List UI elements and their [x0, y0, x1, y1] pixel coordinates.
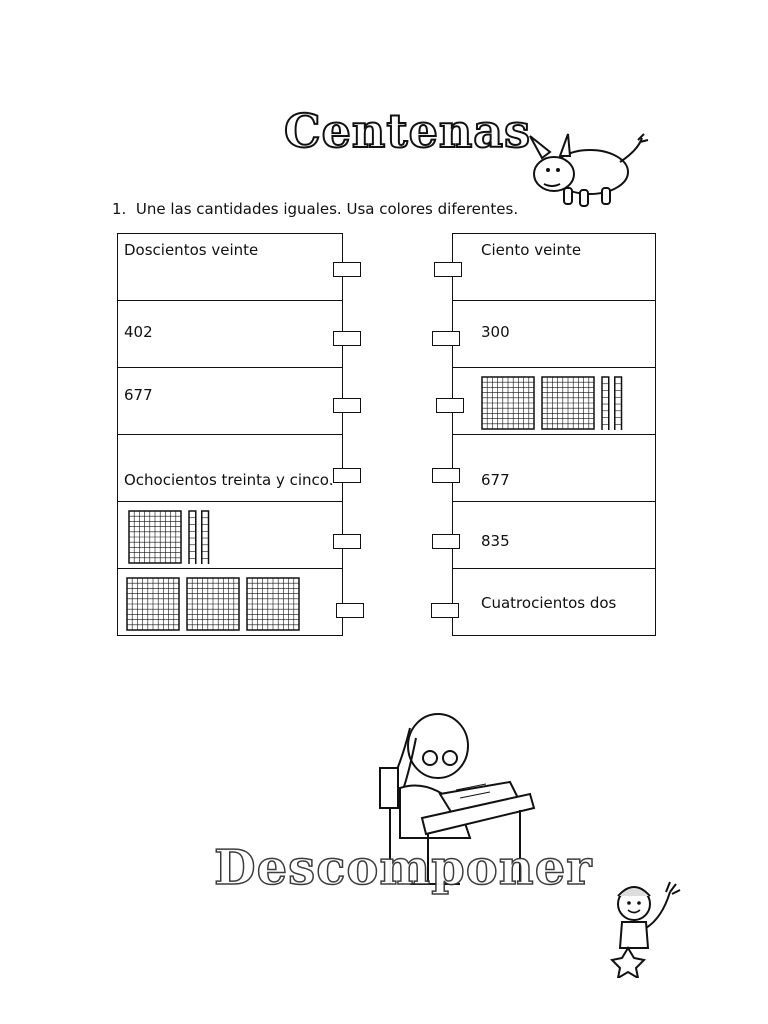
right-connector-1[interactable] — [434, 262, 462, 277]
right-connector-4[interactable] — [432, 468, 460, 483]
left-cell-2 — [118, 301, 342, 368]
ten-rod — [602, 377, 609, 430]
left-connector-2[interactable] — [333, 331, 361, 346]
right-cell-text: 300 — [481, 323, 510, 341]
base-ten-blocks — [128, 510, 214, 564]
left-cell-text: Doscientos veinte — [124, 241, 259, 259]
right-connector-6[interactable] — [431, 603, 459, 618]
right-cell-1 — [453, 234, 655, 301]
right-connector-5[interactable] — [432, 534, 460, 549]
waving-boy-icon — [600, 878, 690, 982]
ten-rod — [189, 511, 196, 564]
hundred-block — [129, 511, 181, 563]
hundred-block — [187, 578, 239, 630]
instruction-number: 1. — [112, 200, 127, 218]
donkey-icon — [520, 128, 650, 218]
right-cell-3 — [453, 368, 655, 435]
left-connector-6[interactable] — [336, 603, 364, 618]
left-cell-6 — [118, 569, 342, 636]
right-connector-3[interactable] — [436, 398, 464, 413]
ten-rod — [202, 511, 209, 564]
left-column — [117, 233, 343, 636]
watermark-text: Descomponer — [214, 840, 593, 896]
right-cell-text: Cuatrocientos dos — [481, 594, 617, 612]
right-cell-5 — [453, 502, 655, 569]
hundred-block — [542, 377, 594, 429]
right-cell-6 — [453, 569, 655, 636]
page-title: Centenas — [284, 104, 531, 158]
instruction-text: Une las cantidades iguales. Usa colores diferentes. — [135, 200, 519, 218]
hundred-block — [247, 578, 299, 630]
base-ten-blocks — [481, 376, 627, 430]
right-cell-text: Ciento veinte — [481, 241, 582, 259]
hundred-block — [482, 377, 534, 429]
right-cell-2 — [453, 301, 655, 368]
left-cell-text: 402 — [124, 323, 153, 341]
right-column — [452, 233, 656, 636]
left-connector-5[interactable] — [333, 534, 361, 549]
instruction — [112, 200, 518, 218]
left-connector-4[interactable] — [333, 468, 361, 483]
ten-rod — [615, 377, 622, 430]
base-ten-blocks — [126, 577, 310, 631]
left-cell-5 — [118, 502, 342, 569]
left-cell-3 — [118, 368, 342, 435]
right-cell-4 — [453, 435, 655, 502]
left-cell-text: Ochocientos treinta y cinco. — [124, 471, 334, 489]
right-cell-text: 677 — [481, 471, 510, 489]
left-cell-text: 677 — [124, 386, 153, 404]
left-cell-1 — [118, 234, 342, 301]
right-cell-text: 835 — [481, 532, 510, 550]
left-connector-3[interactable] — [333, 398, 361, 413]
left-cell-4 — [118, 435, 342, 502]
left-connector-1[interactable] — [333, 262, 361, 277]
hundred-block — [127, 578, 179, 630]
right-connector-2[interactable] — [432, 331, 460, 346]
